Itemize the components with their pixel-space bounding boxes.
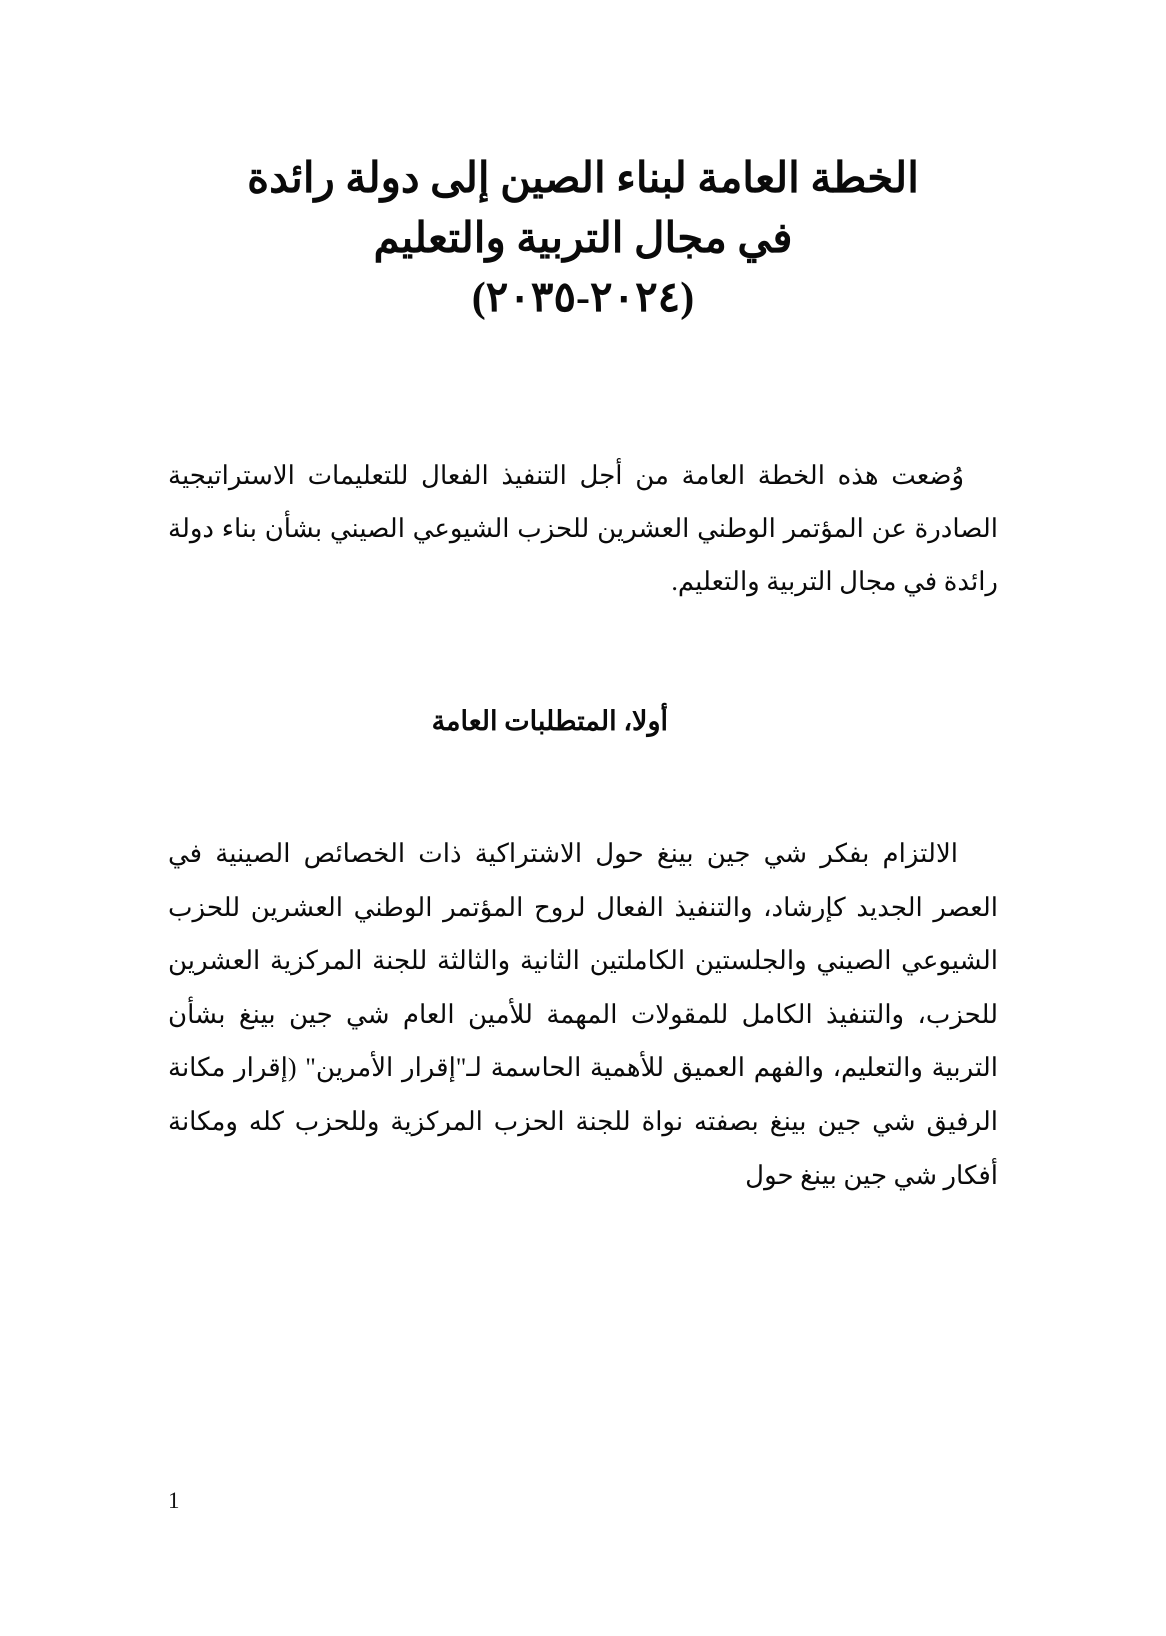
intro-paragraph: وُضعت هذه الخطة العامة من أجل التنفيذ الفعال للتعليمات الاستراتيجية الصادرة عن المؤتمر الوطني العشرين للحزب الشيوعي الصيني بشأن بناء دولة رائدة في مجال التربية والتعليم.	[168, 460, 998, 597]
page-number: 1	[168, 1488, 180, 1513]
page-content	[168, 150, 998, 1228]
title-line-2: في مجال التربية والتعليم	[373, 215, 793, 262]
title-line-3: (٢٠٢٤-٢٠٣٥)	[471, 275, 695, 322]
body-paragraph: الالتزام بفكر شي جين بينغ حول الاشتراكية ذات الخصائص الصينية في العصر الجديد كإرشاد، والتنفيذ الفعال لروح المؤتمر الوطني العشرين للحزب الشيوعي الصيني والجلستين الكاملتين الثانية والثالثة للجنة المركزية العشرين للحزب، والتنفيذ الكامل للمقولات المهمة للأمين العام شي جين بينغ بشأن التربية والتعليم، والفهم العميق للأهمية الحاسمة لـ"إقرار الأمرين" (إقرار مكانة الرفيق شي جين بينغ بصفته نواة للجنة الحزب المركزية وللحزب كله ومكانة أفكار شي جين بينغ حول	[168, 839, 998, 1190]
page-title	[168, 150, 998, 329]
section-heading-general-requirements: أولا، المتطلبات العامة	[431, 705, 668, 736]
title-line-1: الخطة العامة لبناء الصين إلى دولة رائدة	[247, 156, 919, 202]
